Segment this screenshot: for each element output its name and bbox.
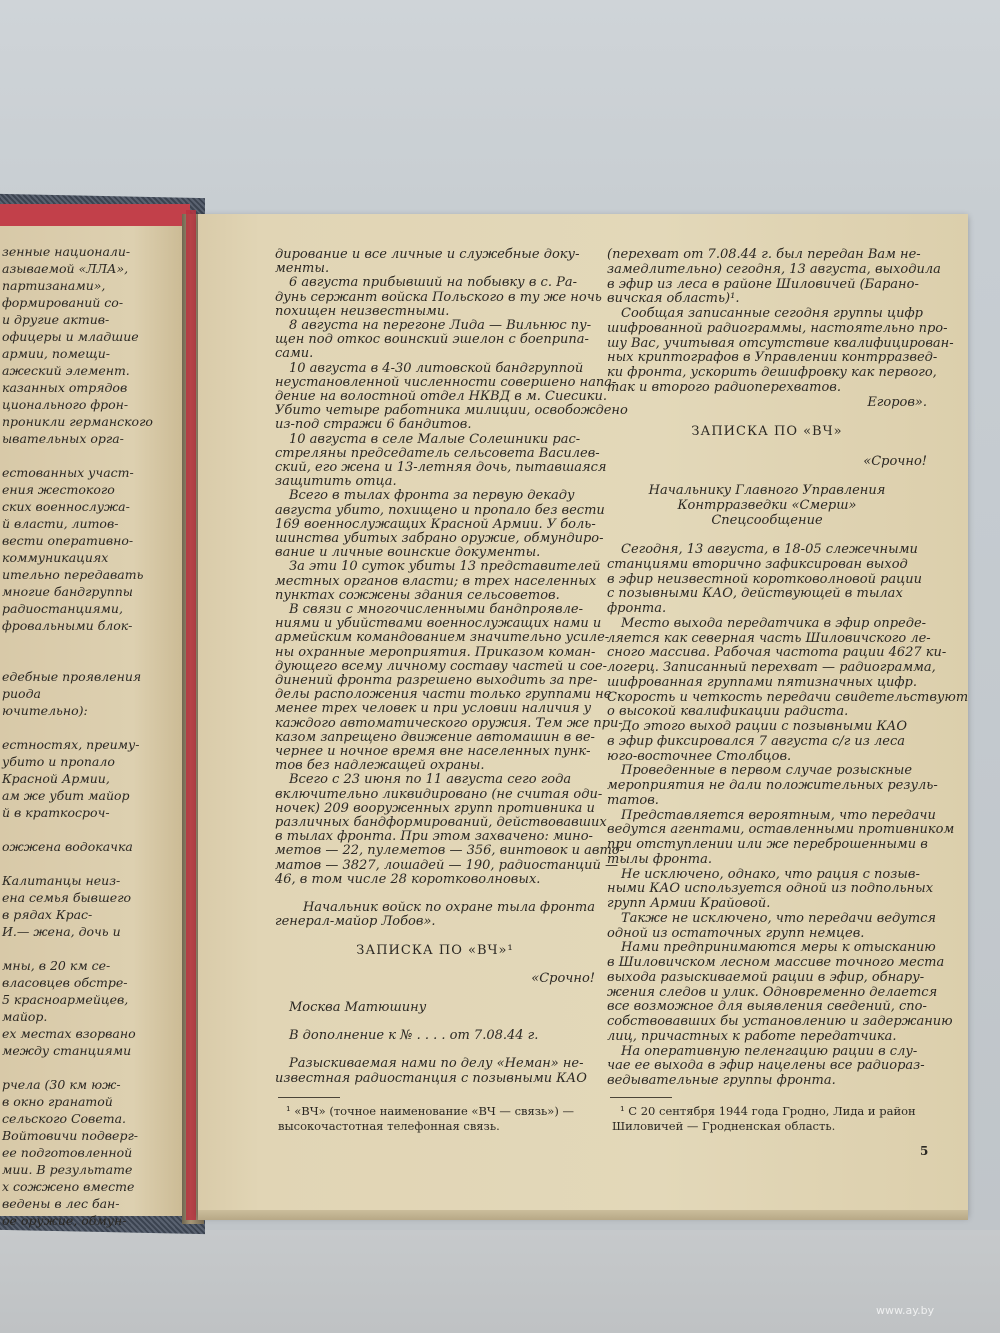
- col2-line: фронта.: [607, 601, 667, 616]
- col2-line: так и второго радиоперехватов.: [607, 379, 841, 395]
- col2-line: ными КАО используется одной из подпольных: [607, 881, 934, 897]
- left-page-line: ционального фрон-: [2, 397, 129, 412]
- left-page-line: проникли германского: [2, 414, 153, 429]
- left-page-line: офицеры и младшие: [2, 329, 139, 344]
- col1-line: шинства убитых забрано оружие, обмундиро-: [275, 531, 604, 546]
- col1-line: генерал-майор Лобов».: [275, 914, 436, 930]
- col2-line: групп Армии Крайовой.: [607, 896, 771, 911]
- left-page-line: фровальными блок-: [2, 618, 133, 633]
- col1-line: дение на волостной отдел НКВД в м. Сиесики.: [275, 389, 607, 404]
- col2-line: юго-восточнее Столбцов.: [607, 748, 792, 764]
- left-page-line: радиостанциями,: [2, 601, 123, 616]
- col1-line: 10 августа в 4-30 литовской бандгруппой: [289, 360, 584, 376]
- col1-line: Начальник войск по охране тыла фронта: [302, 900, 595, 916]
- col1-line: Разыскиваемая нами по делу «Неман» не-: [289, 1056, 584, 1072]
- col1-line: ниями и убийствами военнослужащих нами и: [275, 616, 602, 632]
- left-page-line: зенные национали-: [2, 244, 131, 259]
- left-page-line: коммуникациях: [2, 550, 109, 565]
- col1-line: «Срочно!: [531, 971, 595, 987]
- col2-line: замедлительно) сегодня, 13 августа, выходила: [607, 261, 941, 277]
- col1-line: метов — 22, пулеметов — 356, винтовок и авто-: [275, 843, 624, 859]
- left-page-line: рчела (30 км юж-: [2, 1077, 121, 1092]
- col1-line: ночек) 209 вооруженных групп противника и: [275, 800, 595, 816]
- left-page-line: власовцев обстре-: [2, 975, 128, 990]
- left-page-line: майор.: [2, 1009, 48, 1024]
- col2-line: Также не исключено, что передачи ведутся: [621, 910, 937, 926]
- col1-line: Всего в тылах фронта за первую декаду: [289, 488, 575, 504]
- col2-line: Представляется вероятным, что передачи: [621, 807, 936, 823]
- col2-line: лиц, причастных к работе передатчика.: [607, 1028, 897, 1044]
- left-page-line: ех местах взорвано: [2, 1026, 136, 1041]
- left-page-line: ведены в лес бан-: [2, 1196, 120, 1211]
- col2-line: при отступлении или же переброшенными в: [607, 837, 928, 852]
- col1-line: делы расположения части только группами не: [275, 687, 612, 703]
- col2-line: сного массива. Рабочая частота рации 4627 ки-: [607, 645, 947, 661]
- col1-line: армейским командованием значительно усиле-: [275, 630, 610, 646]
- col2-line: Нами предпринимаются меры к отысканию: [621, 940, 936, 956]
- col1-line: 46, в том числе 28 коротковолновых.: [275, 871, 541, 887]
- left-page-line: ения жестокого: [2, 482, 115, 497]
- left-page-line: партизанами»,: [2, 278, 106, 293]
- col2-line: логерц. Записанный перехват — радиограмма,: [607, 660, 936, 675]
- left-page-line: ое оружие, обмун-: [2, 1213, 127, 1228]
- left-page-line: й в краткосроч-: [2, 805, 110, 820]
- col1-line: ны охранные мероприятия. Приказом коман-: [275, 644, 596, 660]
- footnote-2-line-1: ¹ С 20 сентября 1944 года Гродно, Лида и район: [620, 1104, 916, 1118]
- left-page-line: едебные проявления: [2, 669, 142, 684]
- col1-line: менты.: [275, 261, 330, 277]
- col1-line: 8 августа на перегоне Лида — Вильнюс пу-: [289, 318, 592, 333]
- col1-line: из-под стражи 6 бандитов.: [275, 417, 472, 433]
- col1-line: дующего всему личному составу частей и сое-: [275, 658, 608, 674]
- col2-line: «Срочно!: [863, 453, 927, 469]
- col1-line: включительно ликвидировано (не считая оди-: [275, 786, 603, 802]
- col1-line: сами.: [275, 346, 314, 362]
- watermark: www.ay.by: [876, 1304, 935, 1317]
- col2-line: ЗАПИСКА ПО «ВЧ»: [691, 424, 843, 439]
- col2-line: Скорость и четкость передачи свидетельствуют: [607, 689, 969, 705]
- col2-line: с позывными КАО, действующей в тылах: [607, 586, 903, 602]
- col2-line: в эфир неизвестной коротковолновой рации: [607, 571, 922, 587]
- left-page-line: мии. В результате: [2, 1162, 133, 1177]
- col2-line: в эфир из леса в районе Шиловичей (Барано-: [607, 276, 919, 292]
- left-page-line: армии, помещи-: [2, 346, 110, 361]
- col2-line: До этого выход рации с позывными КАО: [621, 719, 908, 734]
- left-page: [0, 226, 190, 1228]
- col1-line: дунь сержант войска Польского в ту же ночь: [275, 289, 602, 305]
- left-page-line: ительно передавать: [2, 567, 144, 582]
- col2-line: Сообщая записанные сегодня группы цифр: [621, 306, 923, 321]
- left-page-line: многие бандгруппы: [2, 584, 133, 599]
- left-page-line: ам же убит майор: [2, 788, 130, 803]
- col1-line: известная радиостанция с позывными КАО: [275, 1070, 587, 1086]
- left-page-line: казанных отрядов: [2, 380, 128, 395]
- col2-line: шифрованная группами пятизначных цифр.: [607, 674, 918, 690]
- col1-line: ский, его жена и 13-летняя дочь, пытавшаяся: [275, 460, 607, 475]
- left-page-line: естностях, преиму-: [2, 737, 140, 752]
- left-page-line: риода: [2, 686, 41, 701]
- col2-line: вичская область)¹.: [607, 291, 740, 307]
- col2-line: Сегодня, 13 августа, в 18-05 слежечными: [621, 542, 918, 557]
- left-page-line: формирований со-: [2, 295, 124, 310]
- col1-line: августа убито, похищено и пропало без вести: [275, 502, 605, 518]
- col1-line: дирование и все личные и служебные доку-: [275, 247, 580, 262]
- col1-line: ЗАПИСКА ПО «ВЧ»¹: [356, 942, 514, 958]
- col1-line: стреляны председатель сельсовета Василев-: [275, 445, 600, 461]
- col1-line: 169 военнослужащих Красной Армии. У боль-: [275, 516, 596, 532]
- footnote-1-line-1: ¹ «ВЧ» (точное наименование «ВЧ — связь») —: [286, 1104, 574, 1118]
- table-surface: [0, 1230, 1000, 1333]
- col1-line: В связи с многочисленными бандпроявле-: [289, 602, 583, 617]
- col2-line: На оперативную пеленгацию рации в слу-: [621, 1043, 918, 1059]
- col2-line: все возможное для выявления сведений, спо-: [607, 999, 927, 1015]
- col1-line: Всего с 23 июня по 11 августа сего года: [289, 772, 572, 788]
- col1-line: защитить отца.: [275, 474, 397, 490]
- col2-line: станциями вторично зафиксирован выход: [607, 556, 908, 572]
- col1-line: местных органов власти; в трех населенных: [275, 573, 597, 589]
- left-page-line: ена семья бывшего: [2, 890, 132, 905]
- col1-line: в тылах фронта. При этом захвачено: мино-: [275, 829, 593, 845]
- col2-line: Егоров».: [867, 394, 927, 410]
- col2-line: ведутся агентами, оставленными противником: [607, 822, 955, 838]
- col2-line: выхода разыскиваемой рации в эфир, обнару-: [607, 969, 925, 985]
- col2-line: чае ее выхода в эфир нацелены все радиораз-: [607, 1058, 925, 1074]
- left-page-line: ских военнослужа-: [2, 499, 130, 514]
- left-page-line: И.— жена, дочь и: [2, 924, 121, 939]
- left-page-line: вести оперативно-: [2, 533, 134, 548]
- left-page-line: 5 красноармейцев,: [2, 992, 129, 1007]
- col1-line: В дополнение к № . . . . от 7.08.44 г.: [289, 1028, 539, 1043]
- left-page-line: Калитанцы неиз-: [2, 873, 121, 888]
- left-page-line: ючительно):: [2, 703, 88, 718]
- left-page-line: азываемой «ЛЛА»,: [2, 261, 129, 276]
- col1-line: Москва Матюшину: [289, 999, 427, 1015]
- col2-line: собствовавших бы установлению и задержанию: [607, 1014, 953, 1029]
- col2-line: Контрразведки «Смерш»: [677, 497, 857, 513]
- left-page-line: мны, в 20 км се-: [2, 958, 111, 973]
- col1-line: Убито четыре работника милиции, освобождено: [275, 403, 628, 419]
- left-page-line: между станциями: [2, 1043, 132, 1058]
- col2-line: Спецсообщение: [711, 512, 823, 528]
- spine-red-binding: [186, 210, 196, 1220]
- col1-line: динений фронта разрешено выходить за пре-: [275, 673, 598, 688]
- left-page-line: и другие актив-: [2, 312, 110, 327]
- footnote-1-line-2: высокочастотная телефонная связь.: [278, 1119, 500, 1133]
- col1-line: казом запрещено движение автомашин в ве-: [275, 729, 595, 745]
- col2-line: ляется как северная часть Шиловичского ле-: [607, 630, 931, 646]
- footnote-2-line-2: Шиловичей — Гродненская область.: [612, 1119, 836, 1133]
- col1-line: чернее и ночное время вне населенных пунк-: [275, 744, 591, 759]
- background-wall: [0, 0, 1000, 210]
- col1-line: каждого автоматического оружия. Тем же при-: [275, 715, 623, 731]
- left-page-line: ывательных орга-: [2, 431, 124, 446]
- col2-line: одной из остаточных групп немцев.: [607, 925, 865, 941]
- left-page-line: ажеский элемент.: [2, 363, 130, 378]
- left-page-line: х сожжено вместе: [2, 1179, 135, 1194]
- col1-line: различных бандформирований, действовавших: [275, 815, 607, 830]
- col2-line: Место выхода передатчика в эфир опреде-: [621, 615, 927, 631]
- left-page-line: естованных участ-: [2, 465, 134, 480]
- col1-line: пунктах сожжены здания сельсоветов.: [275, 587, 560, 603]
- col1-line: 6 августа прибывший на побывку в с. Ра-: [289, 275, 577, 291]
- col1-line: 10 августа в селе Малые Солешники рас-: [289, 431, 581, 447]
- col2-line: тылы фронта.: [607, 851, 713, 867]
- col1-line: вание и личные воинские документы.: [275, 545, 541, 561]
- col1-line: щен под откос воинский эшелон с боеприпа-: [275, 332, 589, 348]
- footnote-rule-1: [278, 1097, 340, 1098]
- left-page-line: в окно гранатой: [2, 1094, 113, 1109]
- col2-line: шу Вас, учитывая отсутствие квалифицирован-: [607, 335, 954, 351]
- left-page-line: Красной Армии,: [2, 771, 110, 786]
- col1-line: неустановленной численности совершено напа-: [275, 374, 617, 390]
- col2-line: ки фронта, ускорить дешифровку как первого,: [607, 365, 937, 380]
- col2-line: в Шиловичском лесном массиве точного места: [607, 955, 945, 970]
- col2-line: шифрованной радиограммы, настоятельно про-: [607, 320, 948, 336]
- col2-line: ведывательные группы фронта.: [607, 1073, 836, 1088]
- col2-line: ных криптографов в Управлении контрразвед-: [607, 350, 938, 366]
- col2-line: в эфир фиксировался 7 августа с/г из леса: [607, 733, 905, 749]
- left-page-line: ожжена водокачка: [2, 839, 133, 854]
- col1-line: За эти 10 суток убиты 13 представителей: [289, 559, 601, 575]
- footnote-rule-2: [610, 1097, 672, 1098]
- col1-line: менее трех человек и при условии наличия у: [275, 701, 592, 717]
- col2-line: мероприятия не дали положительных резуль-: [607, 778, 938, 793]
- left-page-line: в рядах Крас-: [2, 907, 93, 922]
- col1-line: похищен неизвестными.: [275, 303, 450, 319]
- col1-line: тов без надлежащей охраны.: [275, 758, 485, 774]
- col2-line: Не исключено, однако, что рация с позыв-: [621, 866, 920, 882]
- page-edge: [198, 1210, 968, 1220]
- col2-line: жения следов и улик. Одновременно делается: [607, 984, 938, 1000]
- col2-line: Проведенные в первом случае розыскные: [621, 763, 913, 779]
- left-page-line: Войтовичи подверг-: [2, 1128, 138, 1143]
- col2-line: татов.: [607, 792, 659, 808]
- left-page-line: убито и пропало: [2, 754, 115, 769]
- col2-line: о высокой квалификации радиста.: [607, 704, 849, 720]
- left-page-line: ее подготовленной: [2, 1145, 133, 1160]
- col2-line: (перехват от 7.08.44 г. был передан Вам не-: [607, 247, 921, 262]
- page-number: 5: [920, 1144, 929, 1158]
- left-page-line: й власти, литов-: [2, 516, 119, 531]
- col2-line: Начальнику Главного Управления: [648, 483, 886, 498]
- left-page-line: сельского Совета.: [2, 1111, 127, 1126]
- col1-line: матов — 3827, лошадей — 190, радиостанций —: [275, 857, 619, 873]
